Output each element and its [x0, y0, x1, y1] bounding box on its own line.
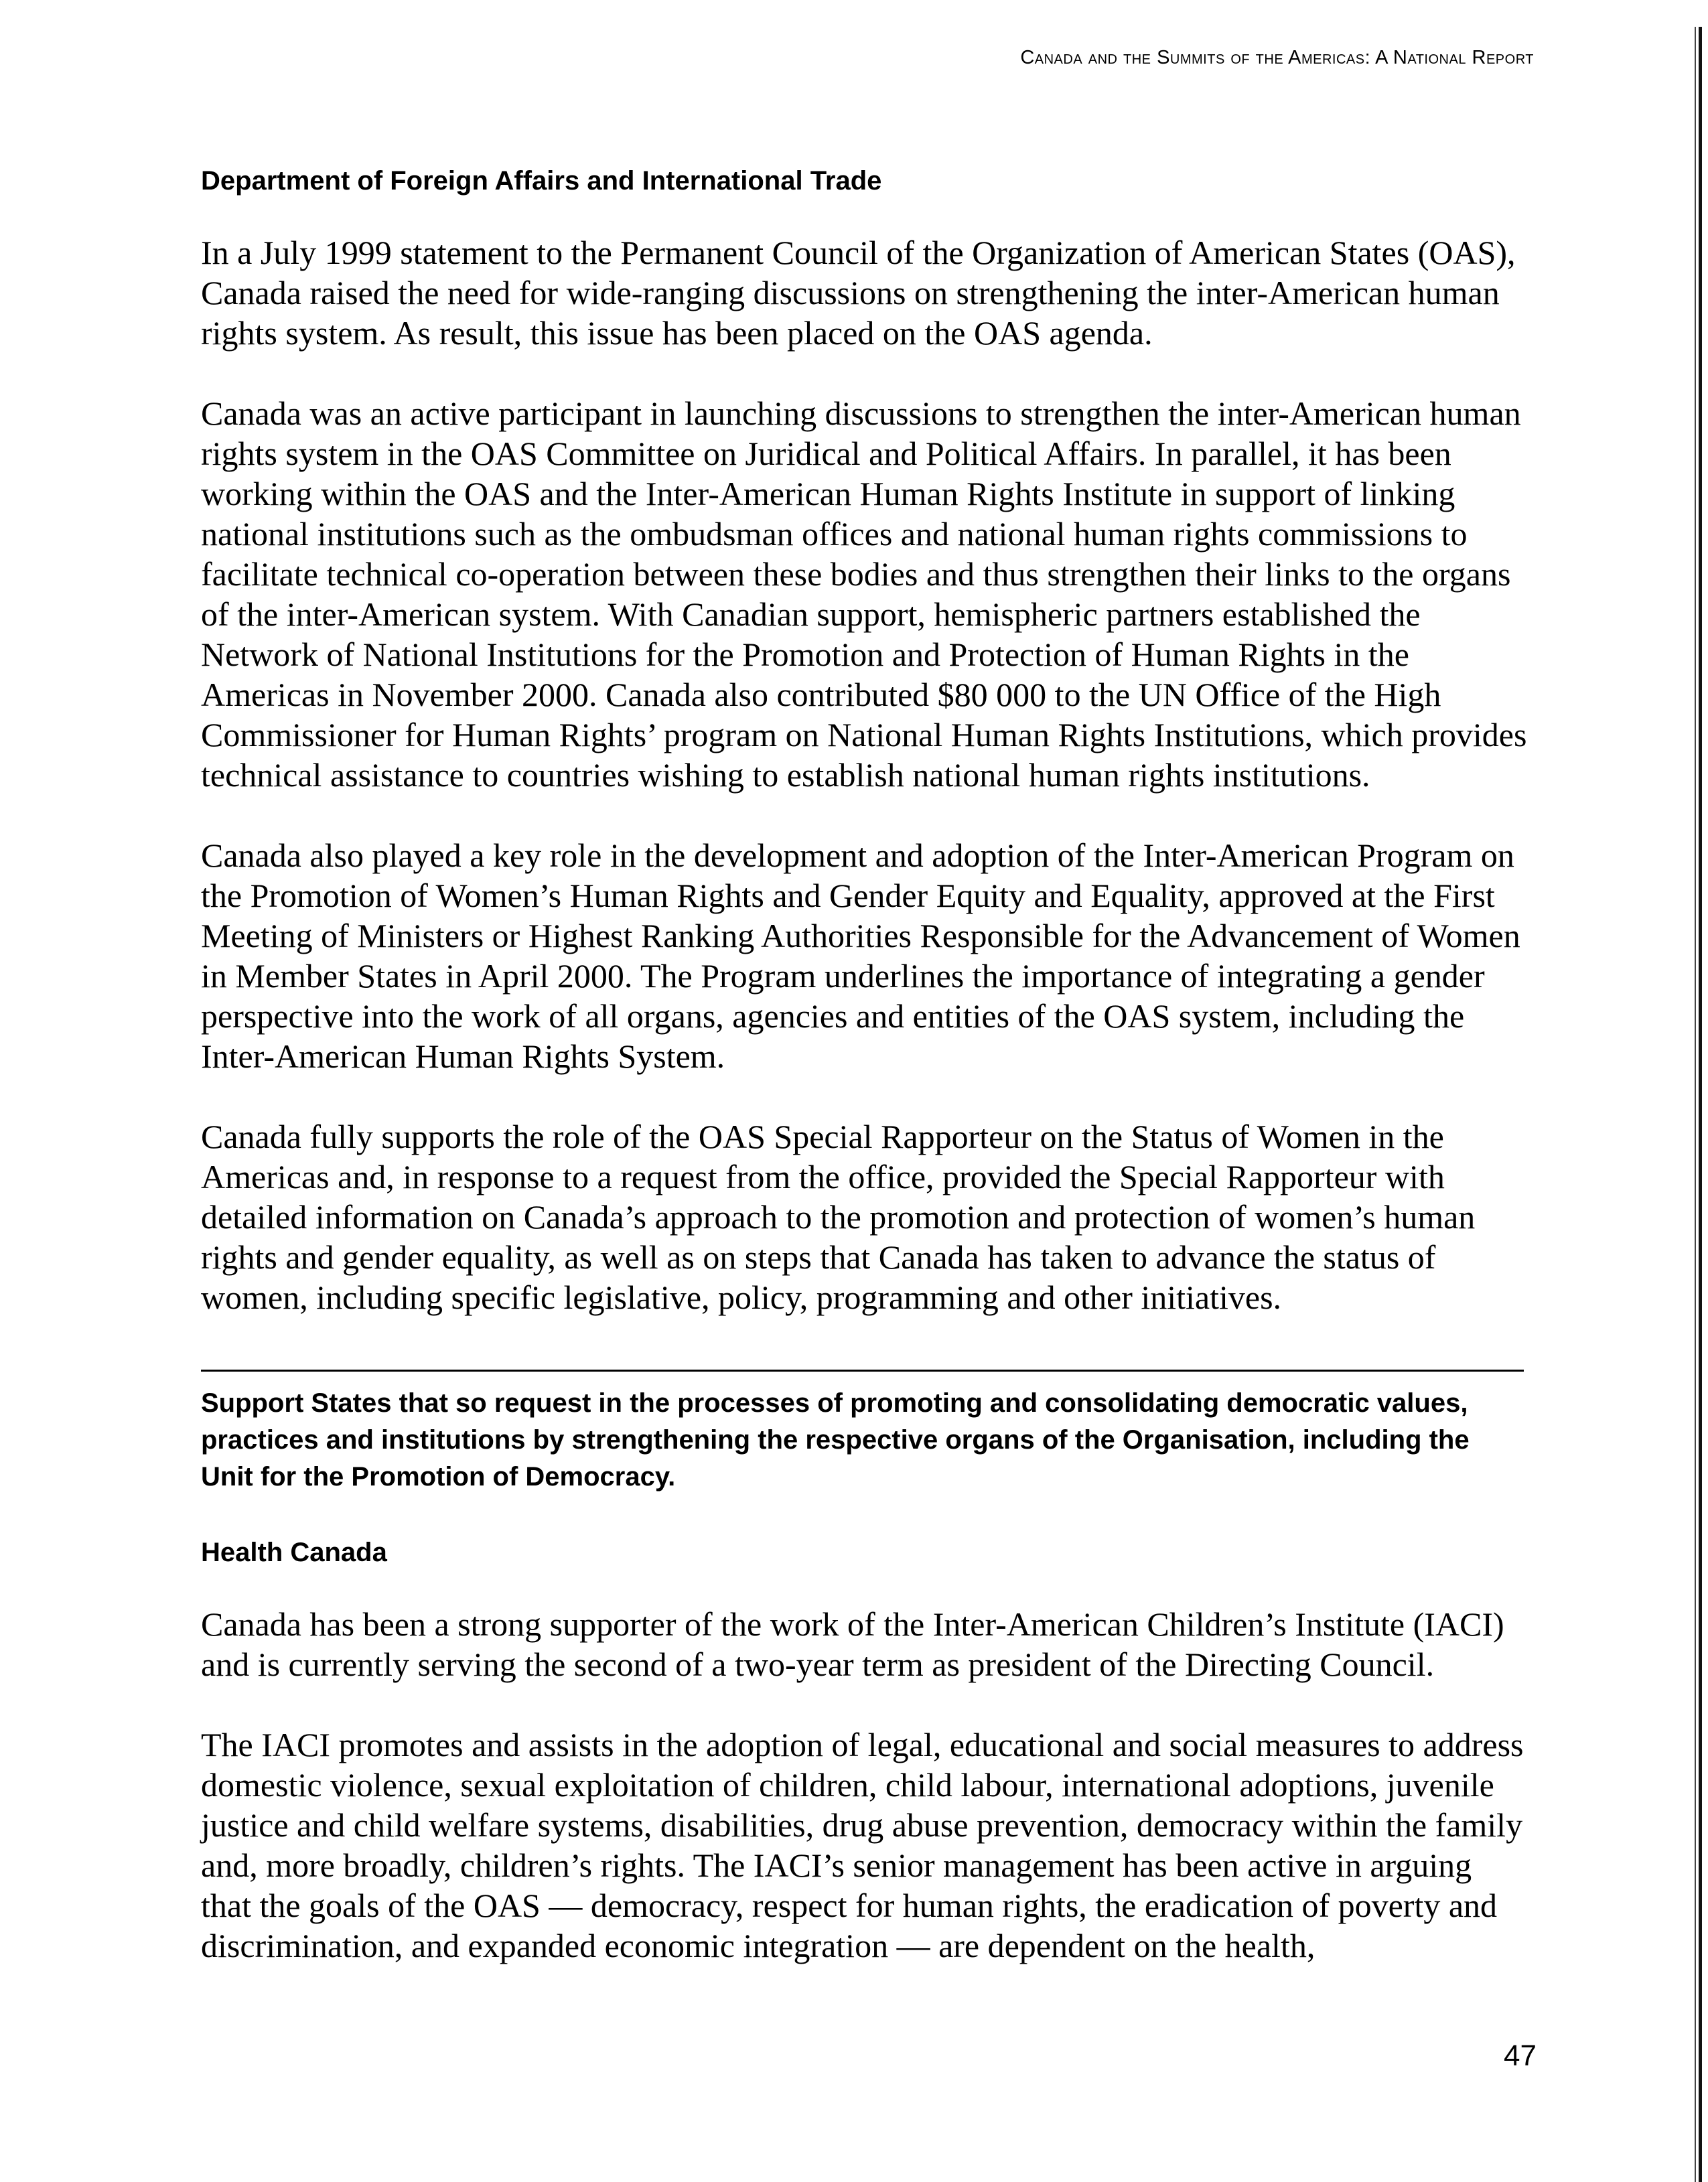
paragraph: The IACI promotes and assists in the adoption of legal, educational and social measures to address domestic violence, sexual exploitation of children, child labour, international adoptions, juvenile justice and child welfare systems, disabilities, drug abuse prevention, democracy within the family and, more broadly, children’s rights. The IACI’s senior management has been active in arguing that the goals of the OAS — democracy, respect for human rights, the eradication of poverty and discrimination, and expanded economic integration — are dependent on the health, [201, 1726, 1524, 1964]
page-body [201, 164, 1527, 2006]
paragraph: Canada was an active participant in launching discussions to strengthen the inter-American human rights system in the OAS Committee on Juridical and Political Affairs. In parallel, it has been working within the OAS and the Inter-American Human Rights Institute in support of linking national institutions such as the ombudsman offices and national human rights commissions to facilitate technical co-operation between these bodies and thus strengthen their links to the organs of the inter-American system. With Canadian support, hemispheric partners established the Network of National Institutions for the Promotion and Protection of Human Rights in the Americas in November 2000. Canada also contributed $80 000 to the UN Office of the High Commissioner for Human Rights’ program on National Human Rights Institutions, which provides technical assistance to countries wishing to establish national human rights institutions. [201, 394, 1527, 794]
page-number: 47 [1504, 2039, 1537, 2072]
paragraph: In a July 1999 statement to the Permanent Council of the Organization of American States (OAS), Canada raised the need for wide-ranging discussions on strengthening the inter-American human rights system. As result, this issue has been placed on the OAS agenda. [201, 234, 1516, 352]
paragraph: Canada has been a strong supporter of the work of the Inter-American Children’s Institute (IACI) and is currently serving the second of a two-year term as president of the Directing Council. [201, 1605, 1504, 1683]
section-heading-dfait: Department of Foreign Affairs and International Trade [201, 166, 882, 196]
running-header: Canada and the Summits of the Americas: A National Report [1020, 47, 1534, 68]
page-edge-line [1695, 27, 1696, 2182]
horizontal-rule [201, 1370, 1524, 1372]
paragraph: Canada fully supports the role of the OAS Special Rapporteur on the Status of Women in the Americas and, in response to a request from the office, provided the Special Rapporteur with detailed information on Canada’s approach to the promotion and protection of women’s human rights and gender equality, as well as on steps that Canada has taken to advance the status of women, including specific legislative, policy, programming and other initiatives. [201, 1118, 1476, 1316]
spacer [201, 1358, 1527, 1370]
section-heading-health-canada: Health Canada [201, 1538, 387, 1567]
page-edge-border [1699, 27, 1702, 2182]
mandate-heading: Support States that so request in the processes of promoting and consolidating democratic values, practices and institutions by strengthening the respective organs of the Organisation, including the Unit for the Promotion of Democracy. [201, 1388, 1470, 1492]
paragraph: Canada also played a key role in the development and adoption of the Inter-American Program on the Promotion of Women’s Human Rights and Gender Equity and Equality, approved at the First Meeting of Ministers or Highest Ranking Authorities Responsible for the Advancement of Women in Member States in April 2000. The Program underlines the importance of integrating a gender perspective into the work of all organs, agencies and entities of the OAS system, including the Inter-American Human Rights System. [201, 837, 1520, 1075]
